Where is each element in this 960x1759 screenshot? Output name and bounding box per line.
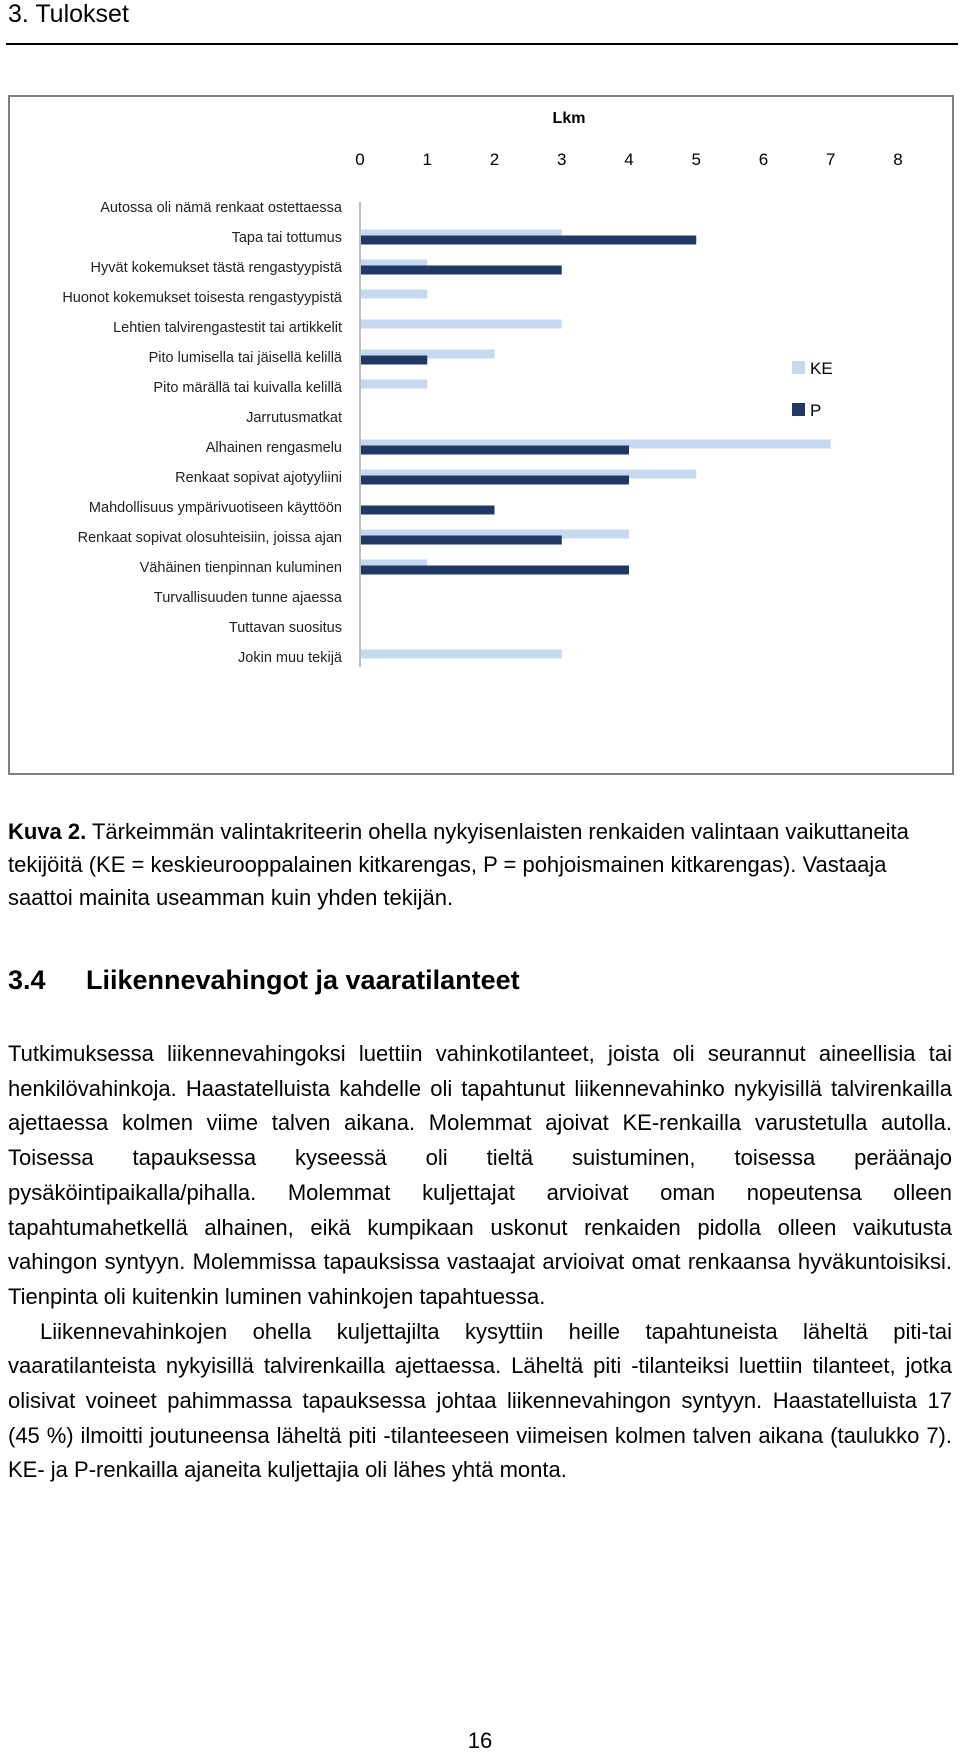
x-tick-label: 5 bbox=[691, 150, 701, 169]
bar-p bbox=[361, 506, 495, 515]
section-title: Liikennevahingot ja vaaratilanteet bbox=[86, 965, 520, 995]
figure-caption bbox=[8, 815, 953, 914]
section-number: 3.4 bbox=[8, 965, 46, 995]
category-label: Pito lumisella tai jäisellä kelillä bbox=[148, 350, 342, 366]
category-label: Renkaat sopivat ajotyyliini bbox=[175, 470, 342, 486]
category-label: Tuttavan suositus bbox=[228, 620, 342, 636]
page-number: 16 bbox=[467, 1728, 493, 1753]
bar-ke bbox=[361, 320, 562, 329]
category-label: Huonot kokemukset toisesta rengastyypistä bbox=[62, 290, 342, 306]
x-tick-label: 8 bbox=[893, 150, 903, 169]
legend-label: P bbox=[810, 401, 822, 420]
paragraph: Liikennevahinkojen ohella kuljettajilta kysyttiin heille tapahtuneista läheltä piti-tai vaaratilanteista nykyisillä talvirenkailla ajettaessa. Läheltä piti -tilanteiksi luettiin tilanteet, jotka olisivat voineet pahimmassa tapauksessa johtaa liikennevahingon syntyyn. Haastatelluista 17 (45 %) ilmoitti joutuneensa läheltä piti -tilanteeseen viimeisen kolmen talven aikana (taulukko 7). KE- ja P-renkailla ajaneita kuljettajia oli lähes yhtä monta. bbox=[8, 1318, 952, 1483]
category-label: Pito märällä tai kuivalla kelillä bbox=[153, 380, 342, 396]
x-tick-label: 7 bbox=[826, 150, 836, 169]
category-label: Jarrutusmatkat bbox=[246, 410, 342, 426]
bar-p bbox=[361, 476, 629, 485]
category-label: Mahdollisuus ympärivuotiseen käyttöön bbox=[88, 500, 342, 516]
x-tick-label: 3 bbox=[557, 150, 567, 169]
category-label: Vähäinen tienpinnan kuluminen bbox=[139, 560, 342, 576]
category-label: Tapa tai tottumus bbox=[231, 230, 342, 246]
caption-label: Kuva 2. bbox=[8, 819, 87, 844]
x-tick-label: 4 bbox=[624, 150, 634, 169]
x-tick-label: 2 bbox=[489, 150, 500, 169]
bar-p bbox=[361, 446, 629, 455]
chart-title: Lkm bbox=[552, 110, 586, 127]
bar-p bbox=[361, 566, 629, 575]
x-tick-label: 0 bbox=[355, 150, 365, 169]
caption-text: Tärkeimmän valintakriteerin ohella nykyisenlaisten renkaiden valintaan vaikuttaneita tekijöitä (KE = keskieurooppalainen kitkarengas, P = pohjoismainen kitkarengas). Vastaaja saattoi mainita useamman kuin yhden tekijän. bbox=[8, 819, 909, 910]
bar-p bbox=[361, 536, 562, 545]
bar-chart bbox=[10, 97, 952, 773]
category-label: Alhainen rengasmelu bbox=[205, 440, 342, 456]
category-label: Jokin muu tekijä bbox=[238, 650, 342, 666]
section-heading bbox=[8, 960, 520, 1000]
x-tick-label: 1 bbox=[422, 150, 432, 169]
header-rule bbox=[6, 43, 958, 45]
bar-p bbox=[361, 236, 696, 245]
chart-frame bbox=[8, 95, 954, 775]
category-label: Lehtien talvirengastestit tai artikkelit bbox=[113, 320, 342, 336]
legend-swatch-p bbox=[792, 403, 805, 416]
category-label: Renkaat sopivat olosuhteisiin, joissa ajan bbox=[77, 530, 342, 546]
bar-p bbox=[361, 356, 427, 365]
category-label: Turvallisuuden tunne ajaessa bbox=[153, 590, 342, 606]
bar-ke bbox=[361, 290, 427, 299]
category-label: Autossa oli nämä renkaat ostettaessa bbox=[100, 200, 342, 216]
category-label: Hyvät kokemukset tästä rengastyypistä bbox=[90, 260, 342, 276]
legend-swatch-ke bbox=[792, 361, 805, 374]
paragraph: Tutkimuksessa liikennevahingoksi luettiin vahinkotilanteet, joista oli seurannut aineellisia tai henkilövahinkoja. Haastatelluista kahdelle oli tapahtunut liikennevahinko nykyisillä talvirenkailla ajettaessa kolmen viime talven aikana. Molemmat ajoivat KE-renkailla varustetulla autolla. Toisessa tapauksessa kyseessä oli tieltä suistuminen, toisessa peräänajo pysäköintipaikalla/pihalla. Molemmat kuljettajat arvioivat oman nopeutensa olleen tapahtumahetkellä alhainen, eikä kumpikaan uskonut renkaiden pidolla olleen vaikutusta vahingon syntyyn. Molemmissa tapauksissa vastaajat arvioivat omat renkaansa hyväkuntoisiksi. Tienpinta oli kuitenkin luminen vahinkojen tapahtuessa. bbox=[8, 1041, 952, 1309]
bar-ke bbox=[361, 650, 562, 659]
legend-label: KE bbox=[810, 359, 833, 378]
bar-p bbox=[361, 266, 562, 275]
x-tick-label: 6 bbox=[758, 150, 769, 169]
bar-ke bbox=[361, 380, 427, 389]
body-text bbox=[8, 1037, 952, 1488]
chapter-title: 3. Tulokset bbox=[8, 0, 129, 28]
